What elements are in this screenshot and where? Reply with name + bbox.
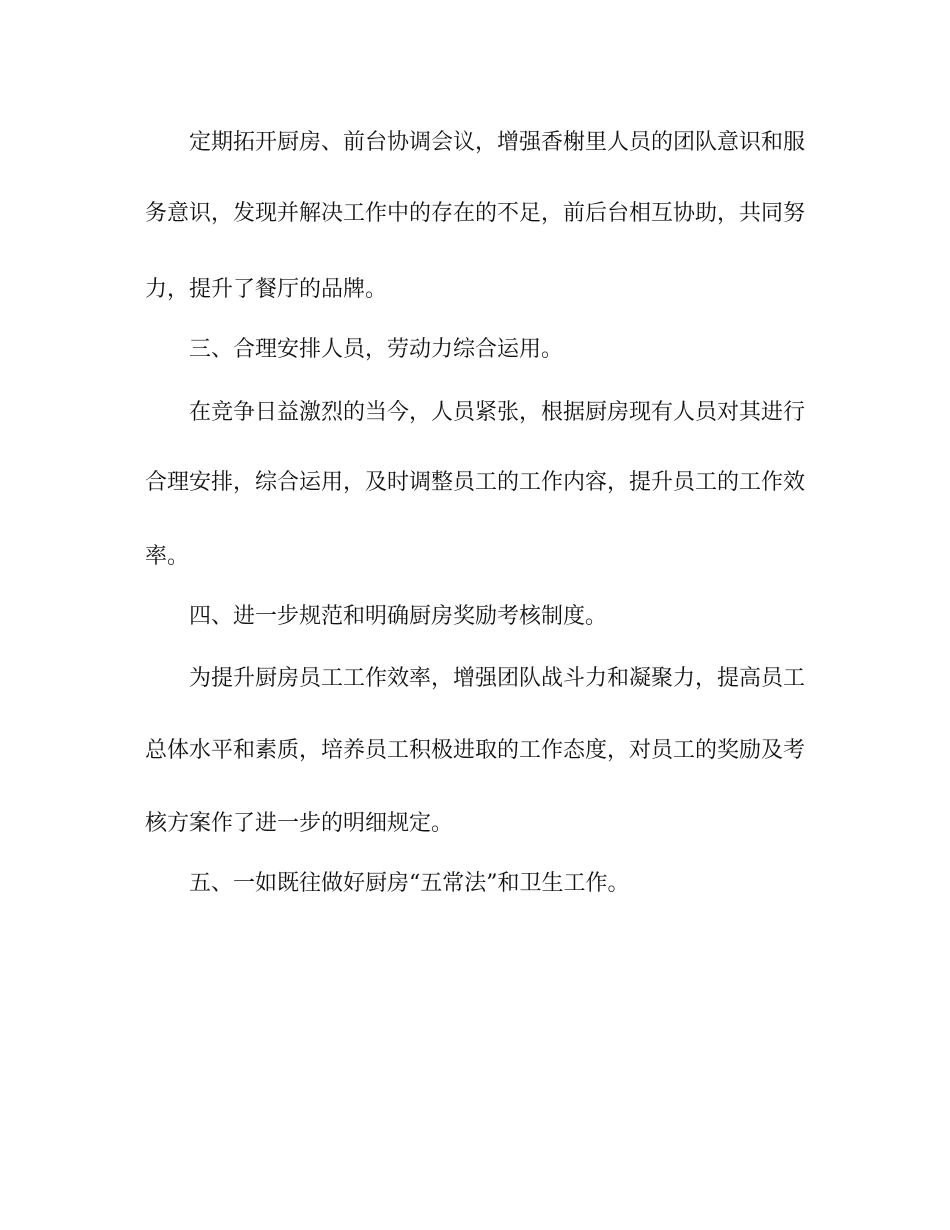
paragraph-line: 为提升厨房员工工作效率，增强团队战斗力和凝聚力，提高员工 [189,666,806,691]
paragraph-line: 力，提升了餐厅的品牌。 [145,277,388,302]
paragraph-line: 率。 [145,544,190,569]
section-heading: 五、一如既往做好厨房“五常法”和卫生工作。 [189,871,630,896]
paragraph-line: 合理安排，综合运用，及时调整员工的工作内容，提升员工的工作效 [145,470,806,495]
section-heading: 三、合理安排人员，劳动力综合运用。 [189,337,564,362]
paragraph-line: 核方案作了进一步的明细规定。 [145,811,454,836]
paragraph-line: 在竞争日益激烈的当今，人员紧张，根据厨房现有人员对其进行 [189,400,806,425]
section-heading: 四、进一步规范和明确厨房奖励考核制度。 [189,604,608,629]
paragraph-line: 总体水平和素质，培养员工积极进取的工作态度，对员工的奖励及考 [145,738,806,763]
paragraph-line: 务意识，发现并解决工作中的存在的不足，前后台相互协助，共同努 [145,201,806,226]
paragraph-line: 定期拓开厨房、前台协调会议，增强香榭里人员的团队意识和服 [189,130,806,155]
